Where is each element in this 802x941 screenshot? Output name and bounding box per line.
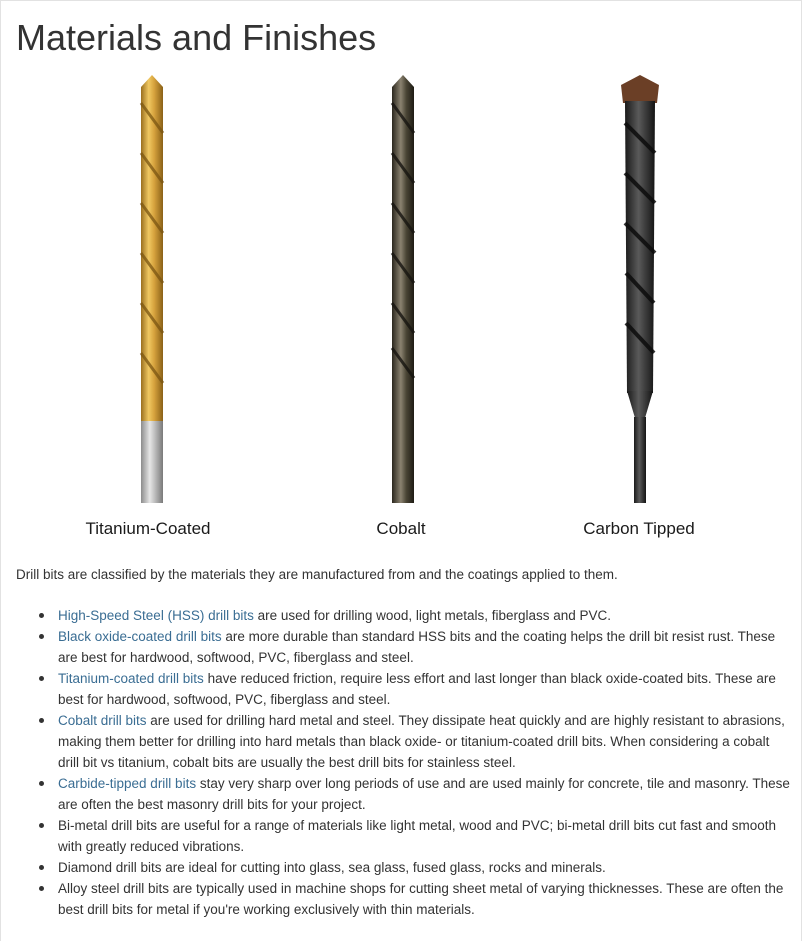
drill-bit-types-list — [16, 605, 794, 920]
cobalt-drill-bits-link[interactable]: Cobalt drill bits — [58, 713, 147, 728]
list-item-text: are more durable than standard HSS bits and the coating helps the drill bit resist rust. These are best for hardwood, softwood, PVC, fiberglass and steel. — [58, 629, 776, 665]
carbon-tipped-caption: Carbon Tipped — [583, 519, 695, 538]
list-item — [58, 626, 794, 668]
drill-bits-figure — [1, 1, 802, 561]
list-item-text: have reduced friction, require less effort and last longer than black oxide-coated bits. These are best for hardwood, softwood, PVC, fiberglass and steel. — [58, 671, 776, 707]
list-item — [58, 857, 794, 878]
list-item-text: stay very sharp over long periods of use and are used mainly for concrete, tile and masonry. These are often the best masonry drill bits for your project. — [58, 776, 790, 812]
list-item — [58, 668, 794, 710]
list-item-text: Bi-metal drill bits are useful for a range of materials like light metal, wood and PVC; bi-metal drill bits cut fast and smooth with greatly reduced vibrations. — [58, 818, 777, 854]
hss-drill-bits-link[interactable]: High-Speed Steel (HSS) drill bits — [58, 608, 254, 623]
titanium-coated-bit-image — [129, 73, 175, 505]
intro-paragraph: Drill bits are classified by the materials they are manufactured from and the coatings applied to them. — [16, 567, 618, 582]
list-item-text: Diamond drill bits are ideal for cutting into glass, sea glass, fused glass, rocks and minerals. — [58, 860, 606, 875]
carbide-tipped-drill-bits-link[interactable]: Carbide-tipped drill bits — [58, 776, 197, 791]
list-item-text: Alloy steel drill bits are typically used in machine shops for cutting sheet metal of varying thicknesses. These are often the best drill bits for metal if you're working exclusively with thin materials. — [58, 881, 784, 917]
list-item — [58, 605, 794, 626]
list-item — [58, 773, 794, 815]
list-item-text: are used for drilling hard metal and steel. They dissipate heat quickly and are highly resistant to abrasions, making them better for drilling into hard metals than black oxide- or titanium-coated drill bits. When considering a cobalt drill bit vs titanium, cobalt bits are usually the best drill bits for stainless steel. — [58, 713, 785, 770]
carbon-tipped-bit-image — [615, 73, 665, 505]
list-item — [58, 815, 794, 857]
titanium-coated-caption: Titanium-Coated — [85, 519, 211, 538]
cobalt-caption: Cobalt — [376, 519, 426, 538]
cobalt-bit-image — [380, 73, 426, 505]
list-item-text: are used for drilling wood, light metals, fiberglass and PVC. — [253, 608, 612, 623]
list-item — [58, 878, 794, 920]
black-oxide-drill-bits-link[interactable]: Black oxide-coated drill bits — [58, 629, 222, 644]
list-item — [58, 710, 794, 773]
section-heading: Materials and Finishes — [16, 17, 377, 58]
titanium-coated-drill-bits-link[interactable]: Titanium-coated drill bits — [58, 671, 204, 686]
